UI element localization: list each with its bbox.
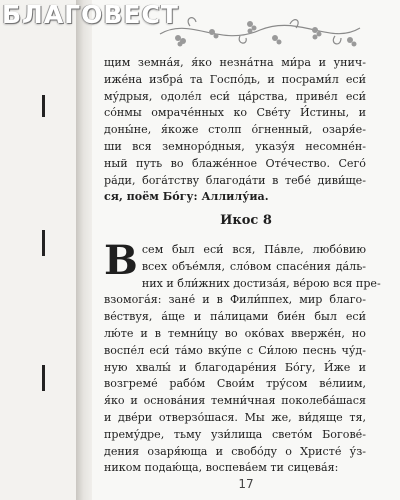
text-line: доны́не, я́коже столп о́гненный, озаря́е- [104, 123, 366, 137]
text-line: них и бли́жних достиза́я, ве́рою вся пре- [141, 276, 381, 290]
text-line: ве́ствуя, а́ще и па́лицами бие́н был еси́ [104, 310, 366, 324]
paragraph-1 [104, 55, 366, 206]
paragraph-2 [104, 237, 381, 477]
text-line: щим земна́я, я́ко незна́тна ми́ра и унич- [104, 56, 366, 69]
text-line: возгреме́ рабо́м Свои́м тру́сом ве́лиим, [104, 377, 366, 391]
text-line: иже́на избра́ та Госпо́дь, и посрами́л еси́ [104, 72, 366, 86]
text-line: взомога́я: зане́ и в Фили́ппех, мир благо- [104, 293, 366, 307]
text-line: ши вся земноро́дныя, указу́я несомне́н- [104, 139, 366, 153]
text-line: прему́дре, тьму узи́лища свето́м Богове́- [104, 427, 366, 441]
section-heading: Икос 8 [220, 213, 272, 228]
vine-ornament-icon [150, 14, 370, 48]
text-line: воспе́л еси́ та́мо вку́пе с Си́лою песнь чу́д- [104, 343, 366, 357]
text-line: сем был еси́ вся, Па́вле, любо́вию [141, 243, 366, 256]
text-line: я́ко и основа́ния темни́чная поколеба́шася [104, 394, 366, 408]
text-line: му́дрыя, одоле́л еси́ ца́рства, приве́л еси́ [104, 89, 366, 103]
page-number: 17 [238, 477, 254, 491]
text-line: дения озаря́юща и свобо́ду о Христе́ у́з- [104, 444, 366, 458]
text-line: ный путь во блаже́нное Оте́чество. Сего́ [104, 156, 366, 170]
text-line: со́нмы омраче́нных ко Све́ту И́стины, и [104, 106, 366, 120]
text-line: ся, поём Бо́гу: Аллилу́иа. [104, 190, 269, 204]
drop-cap: В [104, 237, 138, 284]
watermark-logo: БЛАГОВЕСТ [2, 0, 179, 29]
left-page-edge [0, 0, 76, 500]
text-line: и две́ри отверзо́шася. Мы же, ви́дяще тя, [104, 410, 366, 424]
text-line: лю́те и в темни́цу во око́вах вверже́н, но [104, 326, 366, 340]
text-line: всех объе́мля, сло́вом спасе́ния да́ль- [141, 259, 366, 273]
text-line: ную хвалы́ и благодаре́ния Бо́гу, И́же и [104, 360, 366, 374]
text-line: ра́ди, бога́тству благода́ти в тебе́ диви́ще- [104, 173, 366, 187]
text-line: ником подаю́ща, воспева́ем ти сицева́я: [104, 461, 339, 475]
